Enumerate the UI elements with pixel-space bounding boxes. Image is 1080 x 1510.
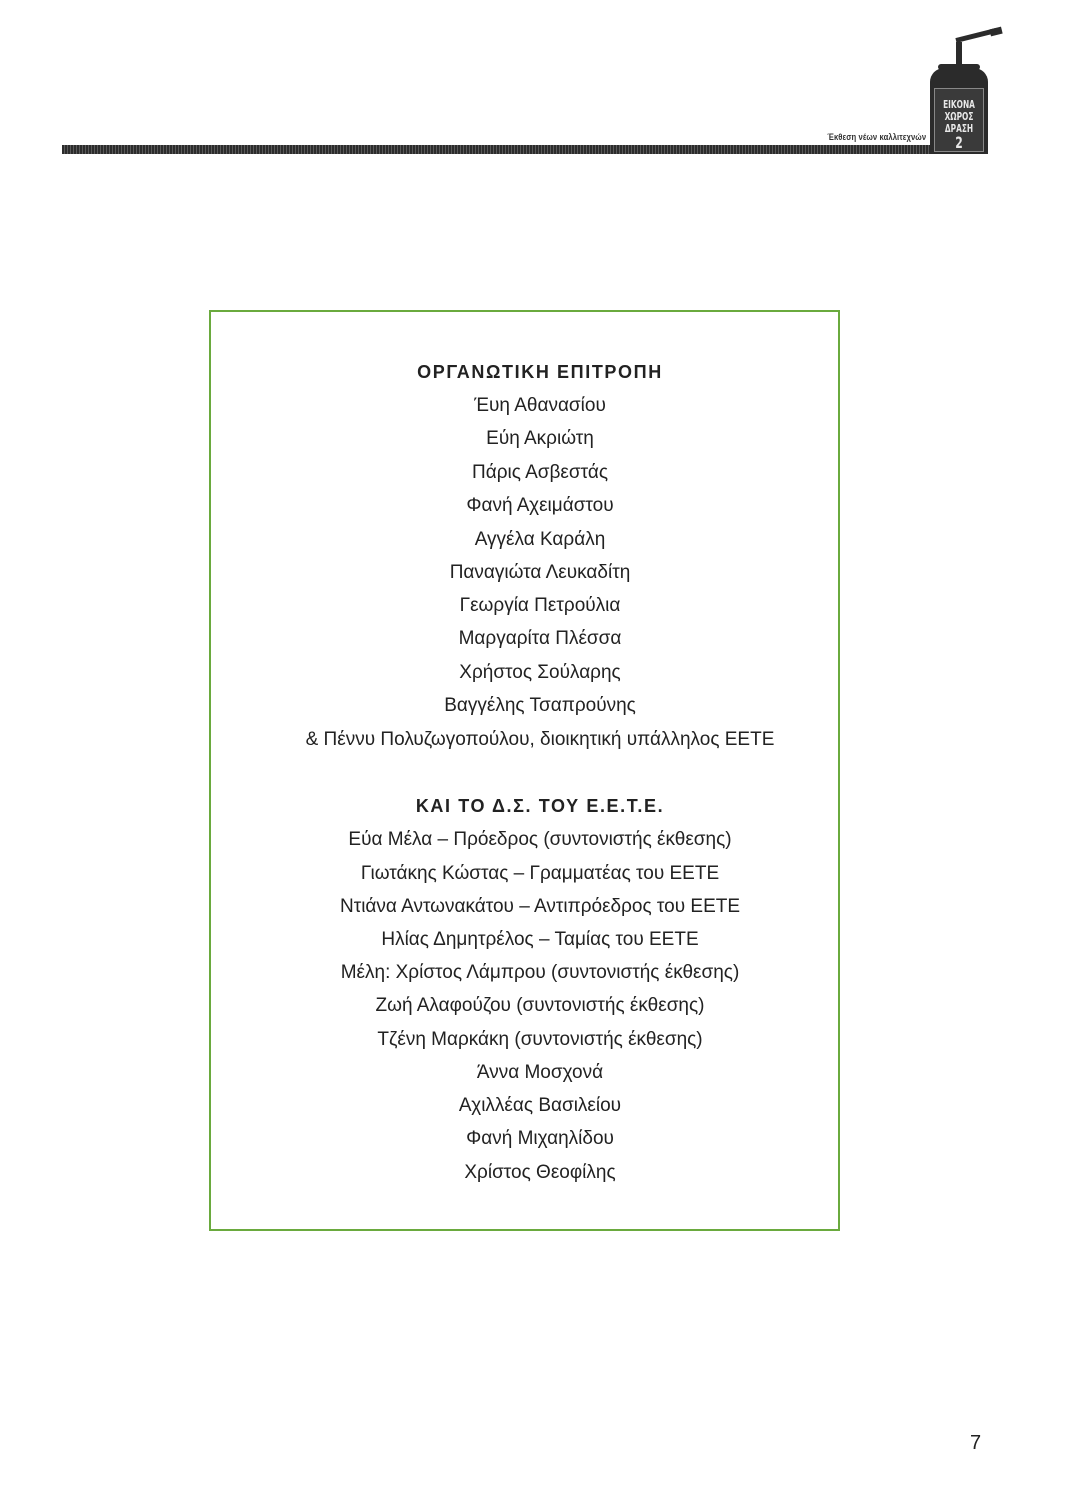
board-member: Γιωτάκης Κώστας – Γραμματέας του ΕΕΤΕ — [360, 863, 720, 884]
board-member: Μέλη: Χρίστος Λάμπρου (συντονιστής έκθεσης) — [340, 962, 740, 983]
committee-title: ΟΡΓΑΝΩΤΙΚΗ ΕΠΙΤΡΟΠΗ — [417, 362, 663, 382]
committee-member: Χρήστος Σούλαρης — [459, 662, 621, 683]
header-subtitle: Έκθεση νέων καλλιτεχνών — [827, 132, 926, 142]
committee-member: Μαργαρίτα Πλέσσα — [458, 628, 622, 649]
logo-line-3: ΔΡΑΣΗ — [944, 122, 974, 135]
logo-line-4: 2 — [955, 133, 963, 152]
committee-member: Έυη Αθανασίου — [474, 395, 606, 416]
logo-nozzle-tip-shape — [989, 27, 1002, 37]
board-member: Χρίστος Θεοφίλης — [464, 1162, 616, 1183]
committee-member: Βαγγέλης Τσαπρούνης — [444, 695, 636, 716]
committee-member: Εύη Ακριώτη — [486, 428, 594, 449]
committee-member: Φανή Αχειμάστου — [466, 495, 614, 516]
board-member: Άννα Μοσχονά — [476, 1062, 604, 1083]
board-member: Αχιλλέας Βασιλείου — [458, 1095, 622, 1116]
committee-member-staff: & Πέννυ Πολυζωγοπούλου, διοικητική υπάλληλος ΕΕΤΕ — [305, 729, 775, 750]
board-member: Ηλίας Δημητρέλος – Ταμίας του ΕΕΤΕ — [381, 929, 699, 950]
logo-line-2: ΧΩΡΟΣ — [944, 110, 974, 123]
page-number: 7 — [970, 1432, 982, 1454]
board-title: ΚΑΙ ΤΟ Δ.Σ. ΤΟΥ Ε.Ε.Τ.Ε. — [415, 796, 665, 816]
header-rule — [62, 145, 930, 154]
committee-member: Γεωργία Πετρούλια — [459, 595, 621, 616]
logo-line-1: ΕΙΚΟΝΑ — [943, 98, 975, 111]
board-member: Ζωή Αλαφούζου (συντονιστής έκθεσης) — [375, 995, 705, 1016]
board-member: Φανή Μιχαηλίδου — [466, 1128, 614, 1149]
committee-member: Πάρις Ασβεστάς — [471, 462, 609, 483]
board-member: Εύα Μέλα – Πρόεδρος (συντονιστής έκθεσης) — [348, 829, 732, 850]
committee-member: Αγγέλα Καράλη — [474, 529, 606, 550]
exhibition-logo — [922, 28, 1002, 156]
committee-member: Παναγιώτα Λευκαδίτη — [449, 562, 631, 583]
board-member: Ντιάνα Αντωνακάτου – Αντιπρόεδρος του ΕΕΤΕ — [339, 896, 741, 917]
board-member: Τζένη Μαρκάκη (συντονιστής έκθεσης) — [377, 1029, 703, 1050]
